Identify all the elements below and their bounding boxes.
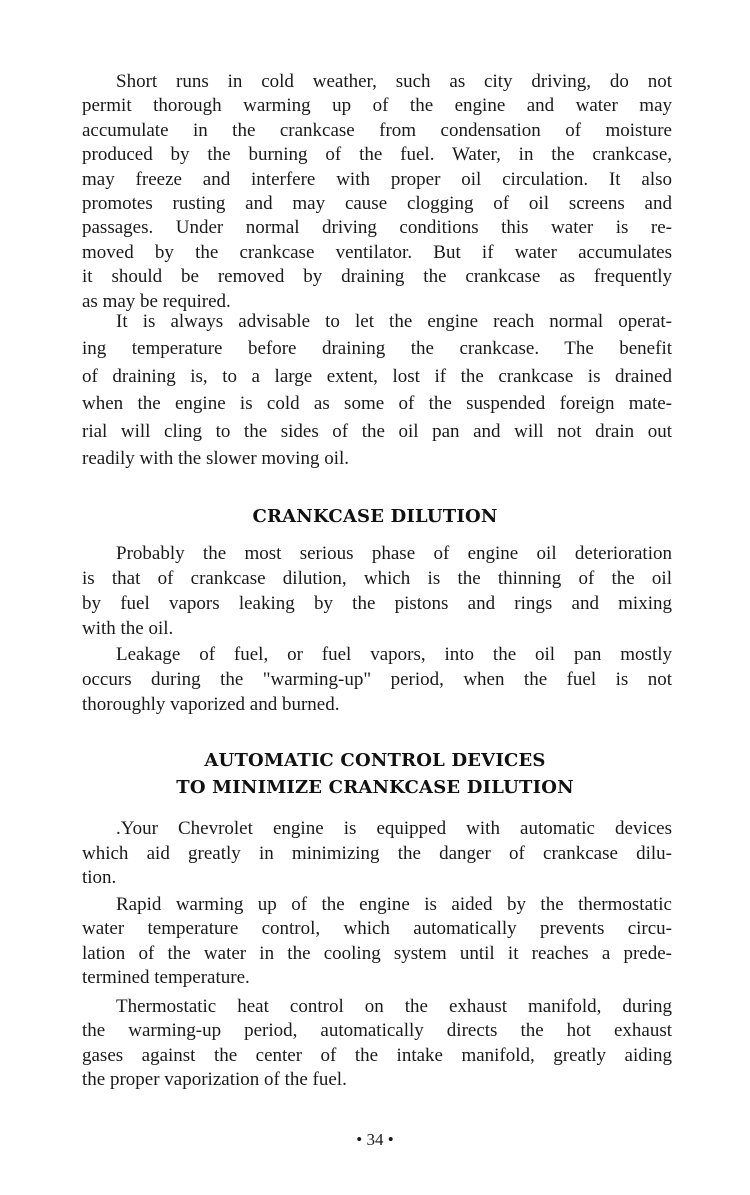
text-line: Short runs in cold weather, such as city driving, do not: [116, 71, 672, 92]
text-line: Thermostatic heat control on the exhaust manifold, during: [116, 996, 672, 1017]
text-line: termined temperature.: [82, 966, 250, 988]
text-line: when the engine is cold as some of the suspended foreign mate-: [82, 393, 672, 415]
paragraph-rapid-warming: [82, 893, 672, 990]
text-line: Leakage of fuel, or fuel vapors, into the oil pan mostly: [116, 644, 672, 665]
text-line: the proper vaporization of the fuel.: [82, 1068, 347, 1090]
text-line: may freeze and interfere with proper oil circulation. It also: [82, 168, 672, 190]
text-line: thoroughly vaporized and burned.: [82, 694, 340, 715]
text-line: passages. Under normal driving conditions this water is re-: [82, 217, 672, 239]
paragraph-dilution-definition: [82, 541, 672, 641]
text-line: by fuel vapors leaking by the pistons and rings and mixing: [82, 593, 672, 614]
heading-automatic-control-line2: TO MINIMIZE CRANKCASE DILUTION: [176, 777, 574, 798]
text-line: permit thorough warming up of the engine and water may: [82, 95, 672, 117]
text-line: rial will cling to the sides of the oil pan and will not drain out: [82, 420, 672, 442]
text-line: promotes rusting and may cause clogging of oil screens and: [82, 192, 672, 214]
text-line: .Your Chevrolet engine is equipped with automatic devices: [116, 818, 672, 839]
text-line: lation of the water in the cooling system until it reaches a prede-: [82, 942, 672, 964]
text-line: gases against the center of the intake manifold, greatly aiding: [82, 1044, 672, 1066]
text-line: Rapid warming up of the engine is aided by the thermostatic: [116, 894, 672, 915]
paragraph-advisable-draining: [82, 308, 672, 472]
text-line: readily with the slower moving oil.: [82, 447, 350, 469]
text-line: with the oil.: [82, 618, 174, 639]
heading-crankcase-dilution: CRANKCASE DILUTION: [252, 506, 498, 527]
text-line: produced by the burning of the fuel. Water, in the crankcase,: [82, 144, 672, 166]
text-line: of draining is, to a large extent, lost if the crankcase is drained: [82, 365, 672, 387]
text-line: ing temperature before draining the crankcase. The benefit: [82, 338, 672, 360]
text-line: it should be removed by draining the crankcase as frequently: [82, 266, 672, 288]
text-line: tion.: [82, 867, 117, 888]
text-line: accumulate in the crankcase from condensation of moisture: [82, 119, 672, 141]
paragraph-thermostatic-heat: [82, 995, 672, 1092]
text-line: is that of crankcase dilution, which is the thinning of the oil: [82, 568, 672, 589]
text-line: It is always advisable to let the engine reach normal operat-: [116, 311, 672, 332]
text-line: occurs during the "warming-up" period, when the fuel is not: [82, 669, 672, 690]
paragraph-short-runs: [82, 70, 672, 314]
text-line: as may be required.: [82, 290, 231, 312]
text-line: the warming-up period, automatically directs the hot exhaust: [82, 1020, 672, 1042]
paragraph-leakage: [82, 642, 672, 717]
paragraph-chevrolet-engine: [82, 817, 672, 891]
text-line: Probably the most serious phase of engine oil deterioration: [116, 543, 672, 564]
text-line: water temperature control, which automatically prevents circu-: [82, 918, 672, 940]
heading-automatic-control-line1: AUTOMATIC CONTROL DEVICES: [204, 750, 546, 771]
text-line: which aid greatly in minimizing the danger of crankcase dilu-: [82, 842, 672, 864]
text-line: moved by the crankcase ventilator. But if water accumulates: [82, 241, 672, 263]
page-number: • 34 •: [356, 1130, 394, 1149]
